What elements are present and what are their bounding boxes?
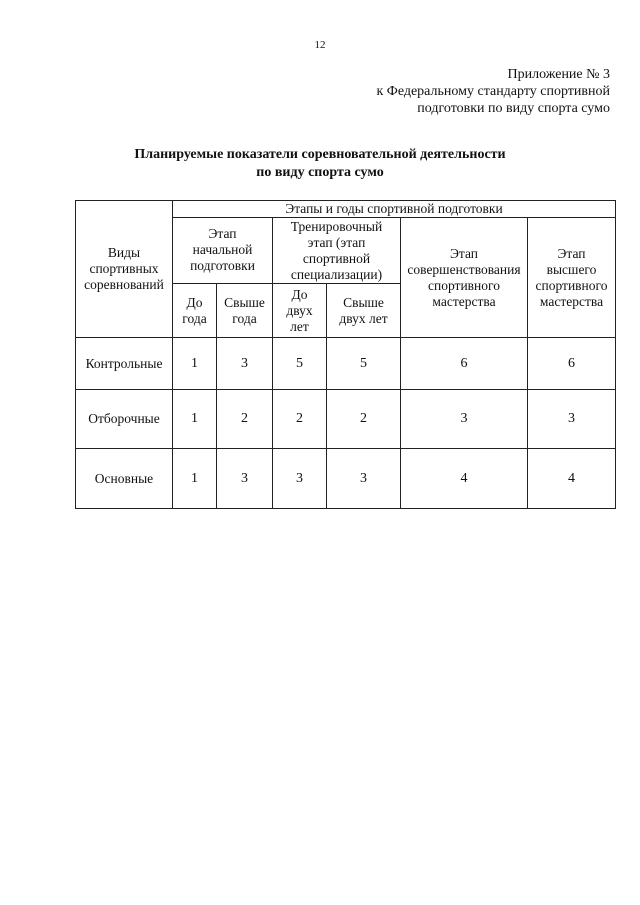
title-line: по виду спорта сумо xyxy=(256,165,384,180)
table-cell: 4 xyxy=(401,449,528,509)
header-stage-highest: Этап высшего спортивного мастерства xyxy=(528,218,616,338)
table-cell: 1 xyxy=(173,338,217,390)
header-stage-initial: Этап начальной подготовки xyxy=(173,218,273,284)
table-cell: 6 xyxy=(401,338,528,390)
table-cell: 5 xyxy=(327,338,401,390)
header-row xyxy=(76,201,616,218)
table-row xyxy=(76,449,616,509)
appendix-line: подготовки по виду спорта сумо xyxy=(417,101,610,116)
table-row xyxy=(76,338,616,390)
competition-indicators-table xyxy=(75,200,616,509)
table-cell: 3 xyxy=(273,449,327,509)
page-number: 12 xyxy=(314,39,326,51)
row-kind: Основные xyxy=(76,449,173,509)
header-stage-improvement: Этап совершенствования спортивного мастерства xyxy=(401,218,528,338)
table-cell: 2 xyxy=(217,390,273,449)
table-cell: 5 xyxy=(273,338,327,390)
table-cell: 6 xyxy=(528,338,616,390)
row-kind: Контрольные xyxy=(76,338,173,390)
table-cell: 1 xyxy=(173,449,217,509)
table-cell: 2 xyxy=(273,390,327,449)
table-cell: 3 xyxy=(217,338,273,390)
document-title xyxy=(0,146,640,182)
title-line: Планируемые показатели соревновательной деятельности xyxy=(134,147,506,162)
header-stage-training: Тренировочный этап (этап спортивной специализации) xyxy=(273,218,401,284)
table-cell: 1 xyxy=(173,390,217,449)
table-cell: 3 xyxy=(528,390,616,449)
header-sub-training-1: До двух лет xyxy=(273,284,327,338)
header-sub-training-2: Свыше двух лет xyxy=(327,284,401,338)
table-cell: 4 xyxy=(528,449,616,509)
table-cell: 2 xyxy=(327,390,401,449)
appendix-note xyxy=(376,66,610,117)
appendix-line: Приложение № 3 xyxy=(507,67,610,82)
table-cell: 3 xyxy=(401,390,528,449)
header-competition-kind: Виды спортивных соревнований xyxy=(76,201,173,338)
table-cell: 3 xyxy=(217,449,273,509)
row-kind: Отборочные xyxy=(76,390,173,449)
header-sub-initial-1: До года xyxy=(173,284,217,338)
table-cell: 3 xyxy=(327,449,401,509)
header-sub-initial-2: Свыше года xyxy=(217,284,273,338)
table-row xyxy=(76,390,616,449)
header-stages: Этапы и годы спортивной подготовки xyxy=(173,201,616,218)
appendix-line: к Федеральному стандарту спортивной xyxy=(376,84,610,99)
